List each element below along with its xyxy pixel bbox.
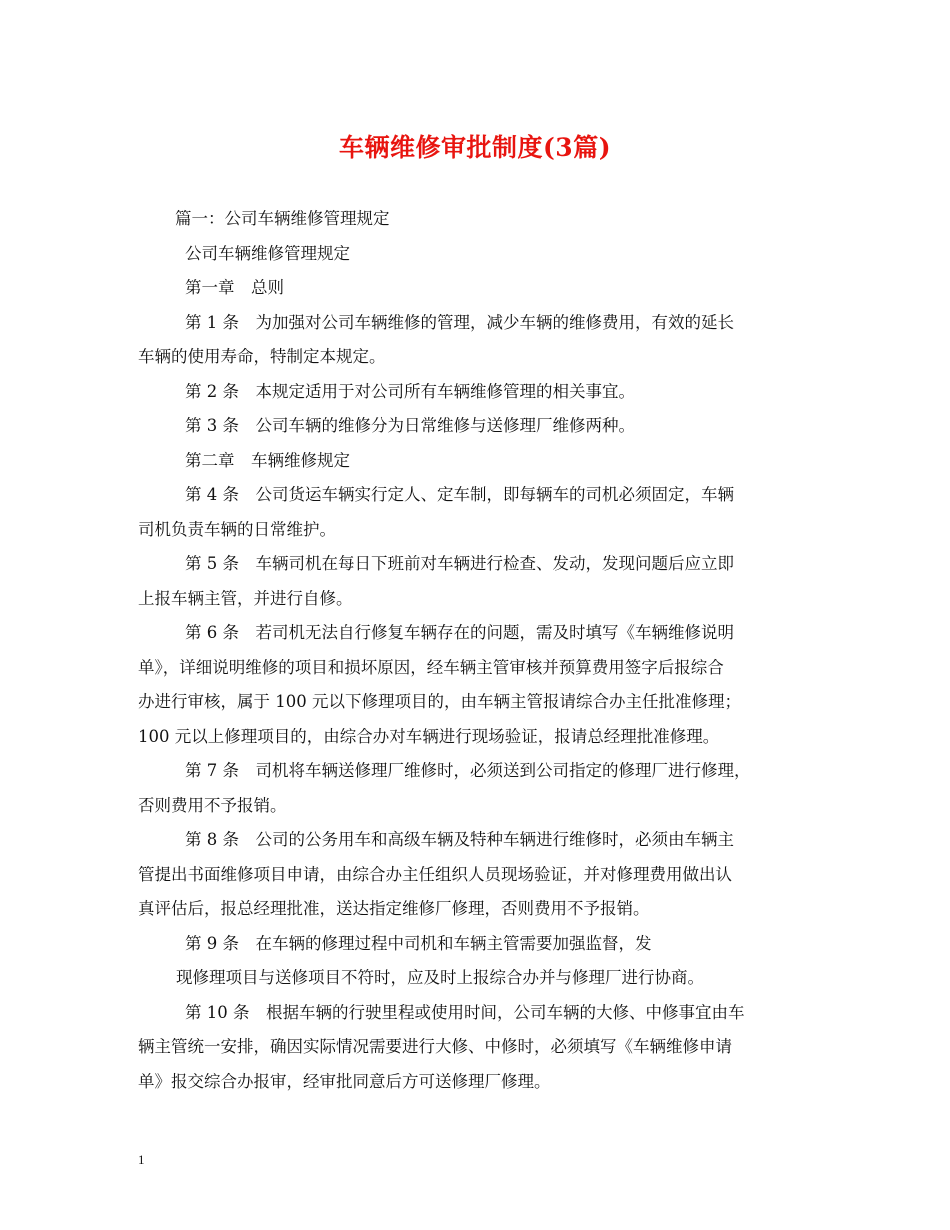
body-line: 公司车辆维修管理规定 bbox=[185, 243, 350, 263]
body-line: 第 2 条 本规定适用于对公司所有车辆维修管理的相关事宜。 bbox=[185, 381, 635, 401]
body-line: 现修理项目与送修项目不符时，应及时上报综合办并与修理厂进行协商。 bbox=[176, 968, 704, 987]
body-line: 否则费用不予报销。 bbox=[138, 795, 287, 815]
body-line: 单》，详细说明维修的项目和损坏原因，经车辆主管审核并预算费用签字后报综合 bbox=[138, 657, 724, 677]
page-number: 1 bbox=[138, 1152, 145, 1167]
body-line: 第 5 条 车辆司机在每日下班前对车辆进行检查、发动，发现问题后应立即 bbox=[185, 554, 734, 573]
body-line: 辆主管统一安排，确因实际情况需要进行大修、中修时，必须填写《车辆维修申请 bbox=[138, 1037, 732, 1056]
body-line: 第 7 条 司机将车辆送修理厂维修时，必须送到公司指定的修理厂进行修理， bbox=[185, 761, 751, 780]
body-line: 第 8 条 公司的公务用车和高级车辆及特种车辆进行维修时，必须由车辆主 bbox=[185, 830, 734, 849]
body-line: 第 10 条 根据车辆的行驶里程或使用时间，公司车辆的大修、中修事宜由车 bbox=[185, 1002, 745, 1022]
body-line: 第 1 条 为加强对公司车辆维修的管理，减少车辆的维修费用，有效的延长 bbox=[185, 312, 734, 332]
body-line: 第 9 条 在车辆的修理过程中司机和车辆主管需要加强监督，发 bbox=[185, 933, 652, 953]
body-line: 管提出书面维修项目申请，由综合办主任组织人员现场验证，并对修理费用做出认 bbox=[138, 864, 732, 884]
body-line: 办进行审核，属于 100 元以下修理项目的，由车辆主管报请综合办主任批准修理； bbox=[138, 692, 741, 711]
body-line: 司机负责车辆的日常维护。 bbox=[138, 519, 336, 539]
body-line: 真评估后，报总经理批准，送达指定维修厂修理，否则费用不予报销。 bbox=[138, 899, 650, 918]
body-line: 单》报交综合办报审，经审批同意后方可送修理厂修理。 bbox=[138, 1071, 551, 1091]
body-line: 第 4 条 公司货运车辆实行定人、定车制，即每辆车的司机必须固定，车辆 bbox=[185, 485, 734, 504]
body-line: 车辆的使用寿命，特制定本规定。 bbox=[138, 347, 386, 366]
body-line: 第 3 条 公司车辆的维修分为日常维修与送修理厂维修两种。 bbox=[185, 416, 635, 435]
body-line: 篇一：公司车辆维修管理规定 bbox=[175, 209, 390, 228]
body-line: 上报车辆主管，并进行自修。 bbox=[138, 588, 353, 608]
body-line: 第二章 车辆维修规定 bbox=[185, 450, 350, 470]
document-body bbox=[138, 202, 828, 1099]
document-title: 车辆维修审批制度(3篇) bbox=[338, 133, 612, 162]
body-line: 100 元以上修理项目的，由综合办对车辆进行现场验证，报请总经理批准修理。 bbox=[138, 726, 720, 746]
body-line: 第一章 总则 bbox=[185, 278, 284, 297]
body-line: 第 6 条 若司机无法自行修复车辆存在的问题，需及时填写《车辆维修说明 bbox=[185, 623, 734, 642]
